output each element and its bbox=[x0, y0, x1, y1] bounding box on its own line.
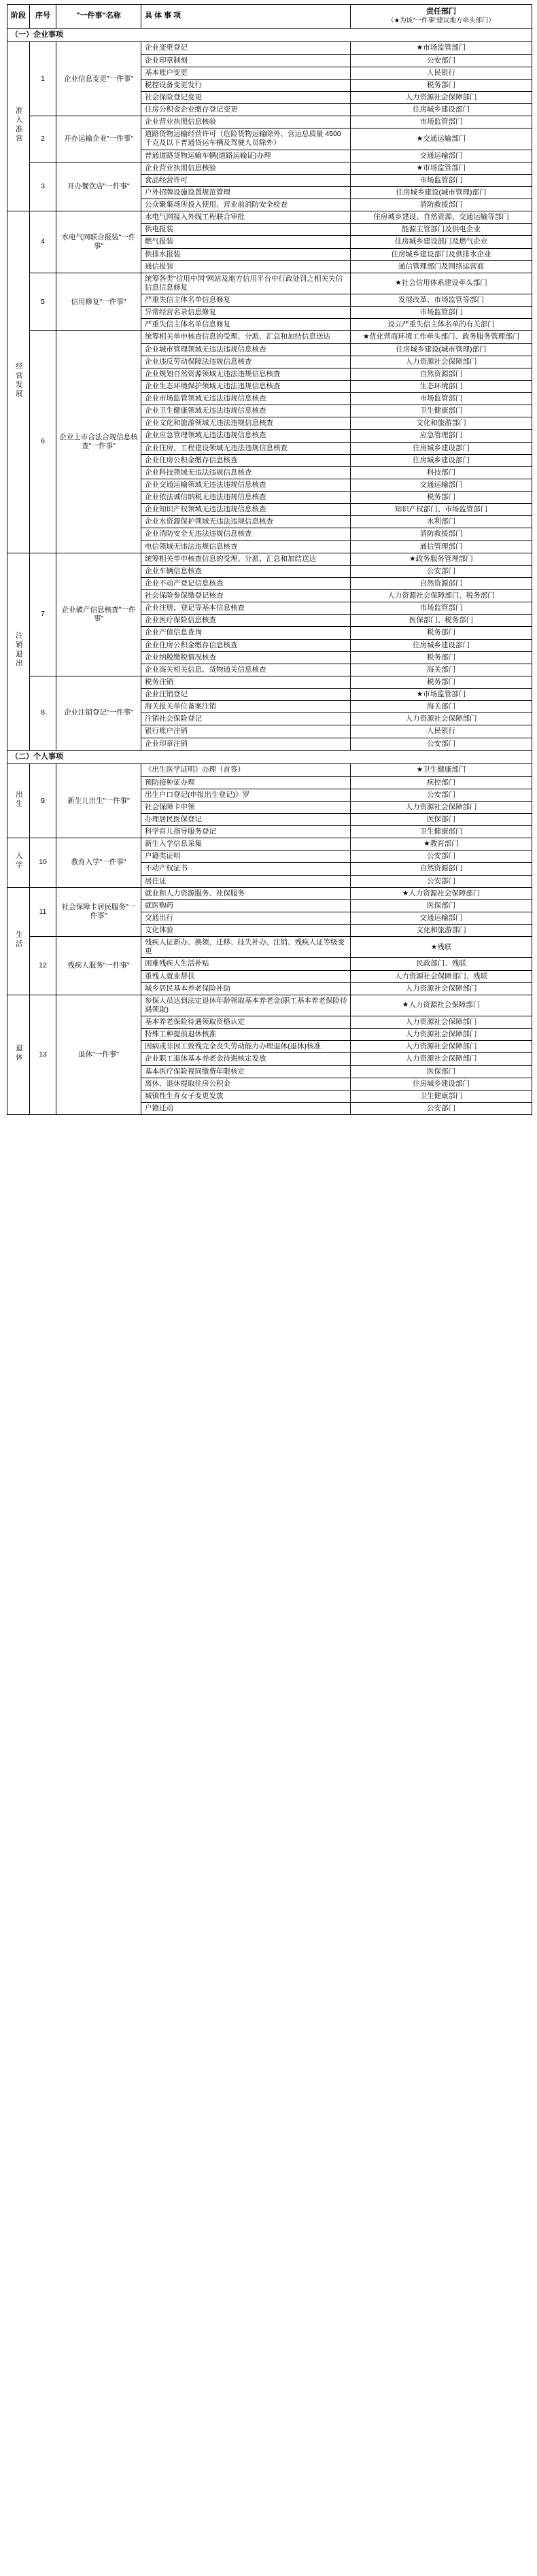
matter-text: 居住证 bbox=[141, 875, 351, 887]
matter-text: 海关报关单位备案注销 bbox=[141, 701, 351, 713]
matter-text: 道路货物运输经营许可（危险货物运输除外、营运总质量 4500 千克及以下普通货运车辆及驾驶人员除外） bbox=[141, 128, 351, 150]
responsible-department: 知识产权部门、市场监管部门 bbox=[351, 504, 532, 516]
responsible-department: 水利部门 bbox=[351, 516, 532, 528]
responsible-department: 能源主管部门及供电企业 bbox=[351, 224, 532, 236]
responsible-department: 疾控部门 bbox=[351, 776, 532, 789]
table-head bbox=[7, 5, 532, 29]
responsible-department: 通信管理部门 bbox=[351, 540, 532, 553]
table-row bbox=[7, 553, 532, 565]
package-name: 企业信息变更"一件事" bbox=[56, 42, 141, 116]
responsible-department: 设立严重失信主体名单的有关部门 bbox=[351, 319, 532, 331]
matter-text: 社会保险登记变更 bbox=[141, 91, 351, 103]
responsible-department: 公安部门 bbox=[351, 54, 532, 67]
matter-text: 严重失信主体名单信息修复 bbox=[141, 319, 351, 331]
col-header-stage: 阶段 bbox=[7, 5, 30, 29]
responsible-department: 民政部门、残联 bbox=[351, 958, 532, 970]
matter-text: 企业纳税缴税情况核查 bbox=[141, 651, 351, 664]
responsible-department: ★教育部门 bbox=[351, 838, 532, 851]
responsible-department: 住房城乡建设部门 bbox=[351, 454, 532, 466]
responsible-department: 市场监管部门 bbox=[351, 602, 532, 615]
matter-text: 企业车辆信息核查 bbox=[141, 565, 351, 577]
matter-text: 户籍迁动 bbox=[141, 1102, 351, 1114]
row-number: 9 bbox=[30, 764, 56, 838]
matter-text: 企业水资源保护领域无违法违规信息核查 bbox=[141, 516, 351, 528]
table-row bbox=[7, 838, 532, 851]
package-name: 教育入学"一件事" bbox=[56, 838, 141, 888]
responsible-department: 税务部门 bbox=[351, 492, 532, 504]
matter-text: 异常经营名录信息修复 bbox=[141, 307, 351, 319]
stage-cell bbox=[7, 838, 30, 888]
matter-text: 重残人就业帮扶 bbox=[141, 970, 351, 982]
table-body bbox=[7, 28, 532, 1114]
matter-text: 企业规划自然资源领域无违法违规信息核查 bbox=[141, 368, 351, 380]
row-number: 11 bbox=[30, 887, 56, 937]
responsible-department: ★市场监管部门 bbox=[351, 162, 532, 174]
responsible-department: 人力资源社会保障部门 bbox=[351, 801, 532, 813]
matter-text: 企业医疗保险信息核查 bbox=[141, 615, 351, 627]
responsible-department: 住房城乡建设部门及供排水企业 bbox=[351, 248, 532, 260]
responsible-department: 市场监管部门 bbox=[351, 393, 532, 405]
matter-text: 户籍类证明 bbox=[141, 851, 351, 863]
row-number: 5 bbox=[30, 273, 56, 331]
col-header-no: 序号 bbox=[30, 5, 56, 29]
stage-cell bbox=[7, 764, 30, 838]
section-heading: （二）个人事项 bbox=[7, 750, 532, 764]
stage-label: 生活 bbox=[14, 930, 23, 949]
row-number: 7 bbox=[30, 553, 56, 676]
responsible-department: 海关部门 bbox=[351, 664, 532, 676]
matter-text: 企业营业执照信息核验 bbox=[141, 116, 351, 128]
matter-text: 企业违反劳动保障法违规信息核查 bbox=[141, 356, 351, 368]
matter-text: 离休、退休提取住房公积金 bbox=[141, 1078, 351, 1090]
responsible-department: ★人力资源社会保障部门 bbox=[351, 995, 532, 1016]
matter-text: 不动产权证书 bbox=[141, 863, 351, 875]
responsible-department: 住房城乡建设(城市管理)部门 bbox=[351, 343, 532, 356]
matter-text: 企业市场监管领域无违法违规信息核查 bbox=[141, 393, 351, 405]
matter-text: 企业职工退休基本养老金待遇核定发放 bbox=[141, 1053, 351, 1065]
responsible-department: 人力资源社会保障部门 bbox=[351, 91, 532, 103]
matter-text: 企业应急管理领域无违法违规信息核查 bbox=[141, 430, 351, 442]
matter-text: 住房公积金企业缴存登记变更 bbox=[141, 104, 351, 116]
matter-text: 电信领域无违法违规信息核查 bbox=[141, 540, 351, 553]
matter-text: 食品经营许可 bbox=[141, 174, 351, 186]
responsible-department: ★政务服务管理部门 bbox=[351, 553, 532, 565]
matter-text: 注销社会保险登记 bbox=[141, 713, 351, 725]
package-name: 开办运输企业"一件事" bbox=[56, 116, 141, 162]
responsible-department: 住房城乡建设部门 bbox=[351, 639, 532, 651]
responsible-department: ★卫生健康部门 bbox=[351, 764, 532, 776]
row-number: 12 bbox=[30, 937, 56, 995]
responsible-department: 人力资源社会保障部门 bbox=[351, 713, 532, 725]
matter-text: 城乡居民基本养老保险补助 bbox=[141, 982, 351, 995]
stage-label: 入学 bbox=[14, 852, 23, 871]
responsible-department: ★交通运输部门 bbox=[351, 128, 532, 150]
responsible-department: 税务部门 bbox=[351, 676, 532, 688]
col-header-item: "一件事"名称 bbox=[56, 5, 141, 29]
responsible-department: ★社会信用体系建设牵头部门 bbox=[351, 273, 532, 294]
responsible-department: 交通运输部门 bbox=[351, 150, 532, 162]
matter-text: 通信报装 bbox=[141, 260, 351, 273]
table-row bbox=[7, 887, 532, 899]
responsible-department: 医保部门 bbox=[351, 813, 532, 825]
responsible-department: ★残联 bbox=[351, 937, 532, 958]
responsible-department: 人力资源社会保障部门 bbox=[351, 1053, 532, 1065]
matter-text: 税务注销 bbox=[141, 676, 351, 688]
responsible-department: 税务部门 bbox=[351, 627, 532, 639]
matter-text: 普通道路货物运输车辆(道路运输证)办理 bbox=[141, 150, 351, 162]
matter-text: 企业文化和旅游领域无违法违规信息核查 bbox=[141, 417, 351, 430]
table-row bbox=[7, 162, 532, 174]
responsible-department: 住房城乡建设部门 bbox=[351, 442, 532, 454]
matter-text: 企业变更登记 bbox=[141, 42, 351, 54]
responsible-department: 交通运输部门 bbox=[351, 912, 532, 924]
responsible-department: 公安部门 bbox=[351, 565, 532, 577]
matter-text: 税控设备变更发行 bbox=[141, 79, 351, 91]
matter-text: 交通出行 bbox=[141, 912, 351, 924]
matter-text: 供排水报装 bbox=[141, 248, 351, 260]
responsible-department: 市场监管部门 bbox=[351, 174, 532, 186]
package-name: 退休"一件事" bbox=[56, 995, 141, 1114]
matter-text: 企业卫生健康领域无违法违规信息核查 bbox=[141, 405, 351, 417]
matter-text: 统筹相关单申核查信息的受理、分派、汇总和加结信息送达 bbox=[141, 331, 351, 343]
responsible-department: 医保部门 bbox=[351, 899, 532, 912]
matters-table bbox=[7, 4, 532, 1115]
col-header-dept-note: （★为该"一件事"建议地方牵头部门） bbox=[387, 16, 495, 24]
responsible-department: ★市场监管部门 bbox=[351, 689, 532, 701]
responsible-department: ★市场监管部门 bbox=[351, 42, 532, 54]
responsible-department: 人力资源社会保障部门、残联 bbox=[351, 970, 532, 982]
responsible-department: 科技部门 bbox=[351, 466, 532, 479]
stage-cell bbox=[7, 553, 30, 750]
matter-text: 社会保险参保缴登记核查 bbox=[141, 590, 351, 602]
matter-text: 因病或非因工致残完全丧失劳动能力办理退休(退休)核准 bbox=[141, 1041, 351, 1053]
responsible-department: 医保部门、税务部门 bbox=[351, 615, 532, 627]
responsible-department: 人力资源社会保障部门 bbox=[351, 1029, 532, 1041]
responsible-department: 应急管理部门 bbox=[351, 430, 532, 442]
section-heading-row bbox=[7, 750, 532, 764]
package-name: 企业破产信息核查"一件事" bbox=[56, 553, 141, 676]
responsible-department: 卫生健康部门 bbox=[351, 405, 532, 417]
matter-text: 科学育儿指导服务登记 bbox=[141, 826, 351, 838]
matter-text: 公众聚集场所投入使用、营业前消防安全检查 bbox=[141, 199, 351, 211]
matter-text: 参保人员达到法定退休年龄领取基本养老金(职工基本养老保险待遇领取) bbox=[141, 995, 351, 1016]
row-number: 8 bbox=[30, 676, 56, 750]
stage-label: 退休 bbox=[14, 1044, 23, 1063]
responsible-department: 文化和旅游部门 bbox=[351, 925, 532, 937]
section-heading-row bbox=[7, 28, 532, 42]
stage-cell bbox=[7, 995, 30, 1114]
responsible-department: 消防救援部门 bbox=[351, 199, 532, 211]
matter-text: 企业住房公积金缴存信息核查 bbox=[141, 454, 351, 466]
stage-label: 准入准营 bbox=[14, 107, 23, 144]
responsible-department: 医保部门 bbox=[351, 1065, 532, 1078]
section-heading: （一）企业事项 bbox=[7, 28, 532, 42]
matter-text: 银行账户注销 bbox=[141, 725, 351, 738]
matter-text: 基本养老保险待遇领取资格认定 bbox=[141, 1016, 351, 1029]
table-row bbox=[7, 211, 532, 224]
matter-text: 统筹各类"信用中国"网站及地方信用平台中行政处罚之相关失信信息信息修复 bbox=[141, 273, 351, 294]
table-row bbox=[7, 116, 532, 128]
responsible-department: 通信管理部门及网络运营商 bbox=[351, 260, 532, 273]
responsible-department: 公安部门 bbox=[351, 1102, 532, 1114]
row-number: 3 bbox=[30, 162, 56, 211]
matter-text: 《出生医学证明》办理（首签） bbox=[141, 764, 351, 776]
table-header-row bbox=[7, 5, 532, 29]
stage-cell bbox=[7, 42, 30, 211]
matter-text: 残疾人证新办、换领、迁移、挂失补办、注销、残疾人证等级变更 bbox=[141, 937, 351, 958]
package-name: 企业上市合法合规信息核查"一件事" bbox=[56, 331, 141, 553]
responsible-department: 文化和旅游部门 bbox=[351, 417, 532, 430]
matter-text: 企业住房公积金缴存信息核查 bbox=[141, 639, 351, 651]
responsible-department: 卫生健康部门 bbox=[351, 826, 532, 838]
table-row bbox=[7, 676, 532, 688]
responsible-department: 自然资源部门 bbox=[351, 368, 532, 380]
row-number: 2 bbox=[30, 116, 56, 162]
matter-text: 水电气网接入外线工程联合审批 bbox=[141, 211, 351, 224]
matter-text: 困难残疾人生活补贴 bbox=[141, 958, 351, 970]
package-name: 开办餐饮店"一件事" bbox=[56, 162, 141, 211]
responsible-department: ★优化营商环境工作牵头部门、政务服务管理部门 bbox=[351, 331, 532, 343]
responsible-department: 公安部门 bbox=[351, 875, 532, 887]
matter-text: 供电报装 bbox=[141, 224, 351, 236]
package-name: 残疾人服务"一件事" bbox=[56, 937, 141, 995]
responsible-department: 交通运输部门 bbox=[351, 479, 532, 491]
responsible-department: 住房城乡建设(城市管理)部门 bbox=[351, 186, 532, 199]
table-row bbox=[7, 764, 532, 776]
responsible-department: 人力资源社会保障部门、税务部门 bbox=[351, 590, 532, 602]
matter-text: 就业和人力资源服务、社保服务 bbox=[141, 887, 351, 899]
responsible-department: 市场监管部门 bbox=[351, 116, 532, 128]
matter-text: 统筹相关单申核查信息的受理、分派、汇总和加结送达 bbox=[141, 553, 351, 565]
matter-text: 城镇性生育女子变更发放 bbox=[141, 1090, 351, 1102]
responsible-department: 发展改革、市场监管等部门 bbox=[351, 294, 532, 307]
responsible-department: 税务部门 bbox=[351, 79, 532, 91]
matter-text: 新生入学信息采集 bbox=[141, 838, 351, 851]
matter-text: 企业交通运输领域无违法违规信息核查 bbox=[141, 479, 351, 491]
stage-label: 注销退出 bbox=[14, 632, 23, 669]
responsible-department: 人力资源社会保障部门 bbox=[351, 1041, 532, 1053]
matter-text: 企业不动产登记信息核查 bbox=[141, 577, 351, 589]
matter-text: 企业知识产权领域无违法违规信息核查 bbox=[141, 504, 351, 516]
matter-text: 企业消防安全无违法违规信息核查 bbox=[141, 528, 351, 540]
matter-text: 特殊工种提前退休核准 bbox=[141, 1029, 351, 1041]
responsible-department: 人力资源社会保障部门 bbox=[351, 1016, 532, 1029]
matter-text: 企业住房、工程建设领域无违法违规信息核查 bbox=[141, 442, 351, 454]
matter-text: 企业印章制刻 bbox=[141, 54, 351, 67]
stage-cell bbox=[7, 211, 30, 553]
matter-text: 社会保障卡申领 bbox=[141, 801, 351, 813]
package-name: 社会保障卡居民服务"一件事" bbox=[56, 887, 141, 937]
responsible-department: 自然资源部门 bbox=[351, 577, 532, 589]
matter-text: 企业产值信息查询 bbox=[141, 627, 351, 639]
table-row bbox=[7, 331, 532, 343]
responsible-department: 住房城乡建设部门 bbox=[351, 104, 532, 116]
responsible-department: 住房城乡建设、自然资源、交通运输等部门 bbox=[351, 211, 532, 224]
responsible-department: 公安部门 bbox=[351, 789, 532, 801]
table-row bbox=[7, 995, 532, 1016]
matter-text: 预防接种证办理 bbox=[141, 776, 351, 789]
matter-text: 出生户口登记(申报出生登记)》罗 bbox=[141, 789, 351, 801]
table-row bbox=[7, 273, 532, 294]
stage-label: 经营发展 bbox=[14, 362, 23, 399]
matter-text: 企业营业执照信息核验 bbox=[141, 162, 351, 174]
responsible-department: 公安部门 bbox=[351, 738, 532, 750]
row-number: 1 bbox=[30, 42, 56, 116]
matter-text: 企业印章注销 bbox=[141, 738, 351, 750]
responsible-department: 住房城乡建设部门及燃气企业 bbox=[351, 236, 532, 248]
package-name: 新生儿出生"一件事" bbox=[56, 764, 141, 838]
responsible-department: 市场监管部门 bbox=[351, 307, 532, 319]
package-name: 水电气网联合报装"一件事" bbox=[56, 211, 141, 273]
responsible-department: 消防救援部门 bbox=[351, 528, 532, 540]
responsible-department: 人民银行 bbox=[351, 67, 532, 79]
responsible-department: 公安部门 bbox=[351, 851, 532, 863]
row-number: 6 bbox=[30, 331, 56, 553]
responsible-department: 卫生健康部门 bbox=[351, 1090, 532, 1102]
matter-text: 基本医疗保险视同缴费年限核定 bbox=[141, 1065, 351, 1078]
responsible-department: 海关部门 bbox=[351, 701, 532, 713]
matter-text: 企业注册、登记等基本信息核查 bbox=[141, 602, 351, 615]
responsible-department: 人力资源社会保障部门 bbox=[351, 982, 532, 995]
row-number: 4 bbox=[30, 211, 56, 273]
matter-text: 基本账户变更 bbox=[141, 67, 351, 79]
matter-text: 严重失信主体名单信息修复 bbox=[141, 294, 351, 307]
responsible-department: 人力资源社会保障部门 bbox=[351, 356, 532, 368]
responsible-department: ★人力资源社会保障部门 bbox=[351, 887, 532, 899]
package-name: 企业注销登记"一件事" bbox=[56, 676, 141, 750]
stage-label: 出生 bbox=[14, 790, 23, 809]
package-name: 信用修复"一件事" bbox=[56, 273, 141, 331]
matter-text: 就医购药 bbox=[141, 899, 351, 912]
matter-text: 燃气报装 bbox=[141, 236, 351, 248]
row-number: 10 bbox=[30, 838, 56, 888]
matter-text: 企业城市管理领域无违法违规信息核查 bbox=[141, 343, 351, 356]
stage-cell bbox=[7, 887, 30, 995]
table-row bbox=[7, 42, 532, 54]
responsible-department: 生态环境部门 bbox=[351, 380, 532, 392]
matter-text: 办理居民医保登记 bbox=[141, 813, 351, 825]
matter-text: 企业依法诚信纳税无违法违规信息核查 bbox=[141, 492, 351, 504]
matter-text: 企业注销登记 bbox=[141, 689, 351, 701]
col-header-dept bbox=[351, 5, 532, 29]
matter-text: 文化体验 bbox=[141, 925, 351, 937]
responsible-department: 自然资源部门 bbox=[351, 863, 532, 875]
table-row bbox=[7, 937, 532, 958]
responsible-department: 住房城乡建设部门 bbox=[351, 1078, 532, 1090]
matter-text: 企业海关相关信息、货物通关信息核查 bbox=[141, 664, 351, 676]
row-number: 13 bbox=[30, 995, 56, 1114]
responsible-department: 人民银行 bbox=[351, 725, 532, 738]
col-header-matter: 具 体 事 项 bbox=[141, 5, 351, 29]
col-header-dept-main: 责任部门 bbox=[426, 7, 456, 16]
matter-text: 企业科技领域无违法违规信息核查 bbox=[141, 466, 351, 479]
matter-text: 企业生态环境保护领域无违法违规信息核查 bbox=[141, 380, 351, 392]
matter-text: 户外招牌设施设置规范管理 bbox=[141, 186, 351, 199]
document-page bbox=[0, 0, 537, 1127]
responsible-department: 税务部门 bbox=[351, 651, 532, 664]
